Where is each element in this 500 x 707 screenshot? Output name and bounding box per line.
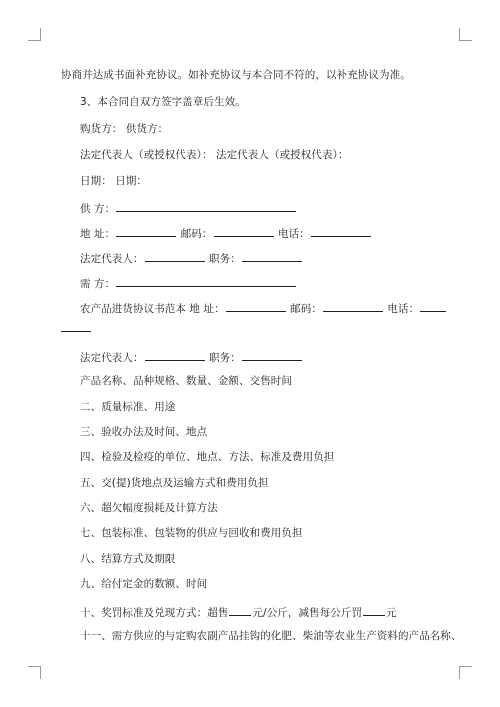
postcode-label: 邮码： xyxy=(180,228,213,240)
item-reward-penalty xyxy=(80,604,397,620)
postcode-blank xyxy=(323,300,383,312)
item-packaging: 七、包装标准、包装物的供应与回收和费用负担 xyxy=(80,527,303,539)
item-delivery: 五、交(提)货地点及运输方式和费用负担 xyxy=(80,477,269,489)
address-label: 地 址： xyxy=(80,228,116,240)
crop-mark-top-right xyxy=(459,28,472,41)
supplier-address-line xyxy=(80,225,372,241)
item-supplies: 十一、需方供应的与定购农副产品挂钩的化肥、柴油等农业生产资料的产品名称、 xyxy=(80,630,462,642)
address-blank xyxy=(226,300,286,312)
supplier-blank xyxy=(116,200,296,212)
phone-blank-continuation xyxy=(61,331,91,332)
reward-label: 十、奖罚标准及兑现方式：超售 xyxy=(80,607,229,619)
item-loss: 六、超欠幅度损耗及计算方法 xyxy=(80,502,218,514)
buyer-address-line xyxy=(80,300,447,316)
oversale-blank xyxy=(229,604,251,616)
position-blank xyxy=(242,349,302,361)
template-address-label: 农产品进货协议书范本 地 址： xyxy=(80,303,225,315)
phone-label: 电话： xyxy=(277,228,310,240)
legal-rep-blank xyxy=(145,250,205,262)
buyer-blank xyxy=(116,275,296,287)
address-blank xyxy=(116,225,176,237)
legal-rep-line: 法定代表人（或授权代表）： 法定代表人（或授权代表）： xyxy=(80,149,349,161)
parties-line: 购货方： 供货方： xyxy=(80,123,169,135)
item-quality: 二、质量标准、用途 xyxy=(80,401,176,413)
date-line: 日期： 日期： xyxy=(80,175,148,187)
legal-rep-blank xyxy=(145,349,205,361)
item-deposit: 九、给付定金的数额、时间 xyxy=(80,578,208,590)
penalty-label: 元/公斤，减售每公斤罚 xyxy=(252,607,363,619)
supplier-rep-line xyxy=(80,250,303,266)
item-inspection: 四、检验及检疫的单位、地点、方法、标准及费用负担 xyxy=(80,451,335,463)
yuan-label: 元 xyxy=(386,607,397,619)
crop-mark-bottom-right xyxy=(459,666,472,679)
item-acceptance: 三、验收办法及时间、地点 xyxy=(80,426,208,438)
position-blank xyxy=(242,250,302,262)
paragraph-supplement: 协商并达成书面补充协议。如补充协议与本合同不符的，以补充协议为准。 xyxy=(61,69,411,81)
phone-label: 电话： xyxy=(387,303,420,315)
item-product-name: 产品名称、品种规格、数量、金额、交售时间 xyxy=(80,375,292,387)
crop-mark-top-left xyxy=(28,28,41,41)
postcode-label: 邮码： xyxy=(290,303,322,315)
phone-blank xyxy=(420,300,446,312)
position-label: 职务： xyxy=(209,352,241,364)
supplier-line xyxy=(80,200,297,216)
undersale-blank xyxy=(363,604,385,616)
legal-rep-label: 法定代表人： xyxy=(80,253,144,265)
supplier-label: 供 方： xyxy=(80,203,116,215)
buyer-rep-line xyxy=(80,349,303,365)
legal-rep-label: 法定代表人： xyxy=(80,352,144,364)
clause-effective: 3、本合同自双方签字盖章后生效。 xyxy=(80,96,246,108)
postcode-blank xyxy=(214,225,274,237)
phone-blank xyxy=(311,225,371,237)
item-settlement: 八、结算方式及期限 xyxy=(80,553,176,565)
buyer-label: 需 方： xyxy=(80,278,116,290)
crop-mark-bottom-left xyxy=(28,666,41,679)
buyer-line xyxy=(80,275,297,291)
position-label: 职务： xyxy=(209,253,241,265)
